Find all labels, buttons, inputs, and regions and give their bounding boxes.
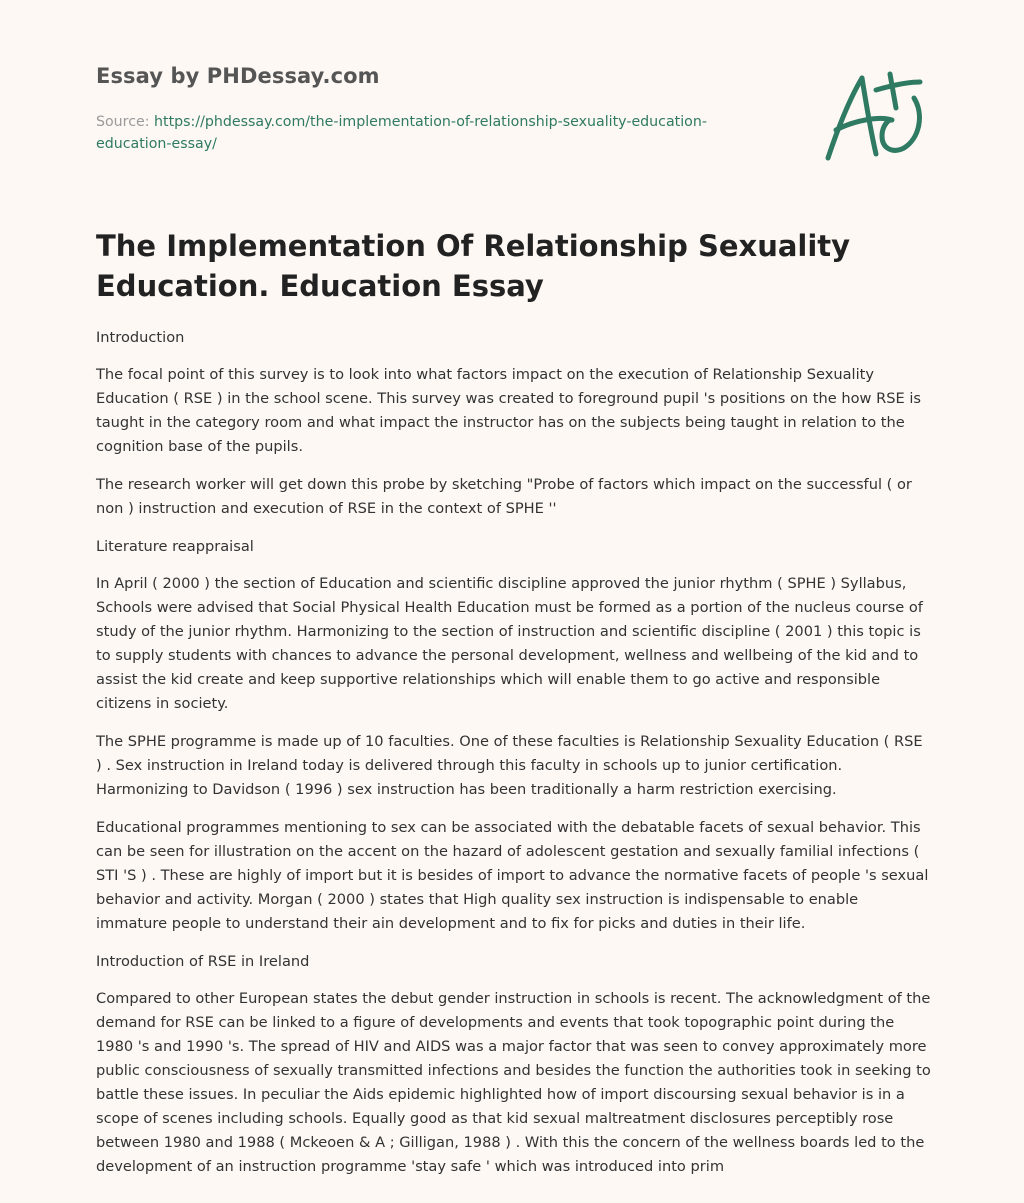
paragraph: Educational programmes mentioning to sex can be associated with the debatable facets of sexual behavior. This can be seen for illustration on the accent on the hazard of adolescent gestation and sexually familial infections ( STI 'S ) . These are highly of import but it is besides of import to advance the normative facets of people 's sexual behavior and activity. Morgan ( 2000 ) states that High quality sex instruction is indispensable to enable immature people to understand their ain development and to fix for picks and duties in their life. xyxy=(96,819,929,932)
paragraph: In April ( 2000 ) the section of Education and scientific discipline approved the junior rhythm ( SPHE ) Syllabus, Schools were advised that Social Physical Health Education must be formed as a portion of the nucleus course of study of the junior rhythm. Harmonizing to the section of instruction and scientific discipline ( 2001 ) this topic is to supply students with chances to advance the personal development, wellness and wellbeing of the kid and to assist the kid create and keep supportive relationships which will enable them to go active and responsible citizens in society. xyxy=(96,575,923,712)
source-link[interactable]: https://phdessay.com/the-implementation-of-relationship-sexuality-education-education-essay/ xyxy=(96,114,707,152)
source-line xyxy=(96,111,756,155)
source-label: Source: xyxy=(96,114,150,130)
section-heading-introduction: Introduction xyxy=(96,329,185,346)
paragraph: The SPHE programme is made up of 10 faculties. One of these faculties is Relationship Sexuality Education ( RSE ) . Sex instruction in Ireland today is delivered through this faculty in schools up to junior certification. Harmonizing to Davidson ( 1996 ) sex instruction has been traditionally a harm restriction exercising. xyxy=(96,733,923,798)
paragraph: The focal point of this survey is to look into what factors impact on the execution of Relationship Sexuality Education ( RSE ) in the school scene. This survey was created to foreground pupil 's positions on the how RSE is taught in the category room and what impact the instructor has on the subjects being taught in relation to the cognition base of the pupils. xyxy=(96,366,922,455)
a-plus-grade-icon xyxy=(820,68,930,164)
essay-title: The Implementation Of Relationship Sexuality Education. Education Essay xyxy=(96,229,851,303)
paragraph: Compared to other European states the debut gender instruction in schools is recent. The acknowledgment of the demand for RSE can be linked to a figure of developments and events that took topographic point during the 1980 's and 1990 's. The spread of HIV and AIDS was a major factor that was seen to convey approximately more public consciousness of sexually transmitted infections and besides the function the authorities took in seeking to battle these issues. In peculiar the Aids epidemic highlighted how of import discoursing sexual behavior is in a scope of scenes including schools. Equally good as that kid sexual maltreatment disclosures perceptibly rose between 1980 and 1988 ( Mckeoen & A ; Gilligan, 1988 ) . With this the concern of the wellness boards led to the development of an instruction programme 'stay safe ' which was introduced into prim xyxy=(96,990,931,1175)
essay-body xyxy=(96,326,932,1193)
paragraph: The research worker will get down this probe by sketching "Probe of factors which impact on the successful ( or non ) instruction and execution of RSE in the context of SPHE '' xyxy=(96,476,912,517)
section-heading-literature-reappraisal: Literature reappraisal xyxy=(96,538,254,555)
site-title: Essay by PHDessay.com xyxy=(96,64,380,88)
section-heading-rse-ireland: Introduction of RSE in Ireland xyxy=(96,953,310,970)
